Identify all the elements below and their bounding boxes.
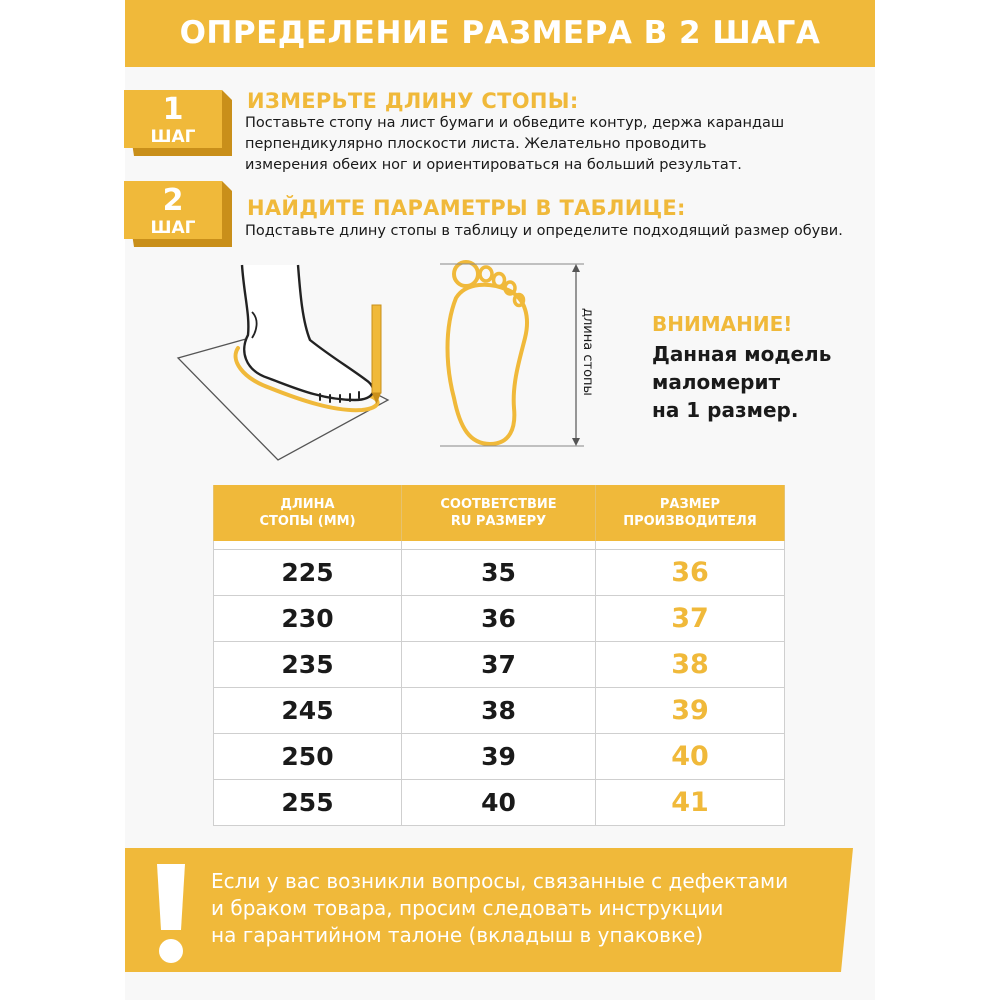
- warranty-line: на гарантийном талоне (вкладыш в упаковке): [211, 923, 704, 947]
- step-2-word: ШАГ: [150, 218, 196, 238]
- cell-maker-size: 36: [596, 550, 785, 596]
- step-1-badge: [124, 90, 232, 156]
- header-ru-size: [402, 485, 596, 541]
- cell-ru-size: 40: [402, 780, 596, 826]
- cell-ru-size: 37: [402, 642, 596, 688]
- cell-foot-length: 245: [214, 688, 402, 734]
- step-1-number: 1: [162, 92, 184, 127]
- cell-ru-size: 39: [402, 734, 596, 780]
- cell-maker-size: 38: [596, 642, 785, 688]
- cell-foot-length: 225: [214, 550, 402, 596]
- cell-ru-size: 36: [402, 596, 596, 642]
- warranty-line: Если у вас возникли вопросы, связанные с дефектами: [211, 869, 789, 893]
- table-row: [214, 688, 785, 734]
- cell-foot-length: 235: [214, 642, 402, 688]
- table-row: [214, 780, 785, 826]
- cell-ru-size: 35: [402, 550, 596, 596]
- cell-foot-length: 230: [214, 596, 402, 642]
- header-line: РАЗМЕР: [659, 497, 721, 512]
- header-maker-size: [596, 485, 785, 541]
- header-line: СТОПЫ (ММ): [259, 514, 356, 529]
- attention-heading: ВНИМАНИЕ!: [652, 312, 793, 336]
- cell-maker-size: 41: [596, 780, 785, 826]
- table-row: [214, 642, 785, 688]
- cell-maker-size: 37: [596, 596, 785, 642]
- table-row: [214, 550, 785, 596]
- table-row: [214, 734, 785, 780]
- warranty-line: и браком товара, просим следовать инструкции: [211, 896, 724, 920]
- header-line: RU РАЗМЕРУ: [450, 514, 547, 529]
- step-1-title: ИЗМЕРЬТЕ ДЛИНУ СТОПЫ:: [247, 89, 579, 113]
- step-2-line: Подставьте длину стопы в таблицу и определите подходящий размер обуви.: [245, 223, 843, 239]
- exclamation-icon: [157, 864, 185, 963]
- step-1-line: измерения обеих ног и ориентироваться на больший результат.: [245, 157, 742, 173]
- cell-maker-size: 39: [596, 688, 785, 734]
- cell-maker-size: 40: [596, 734, 785, 780]
- step-2-badge: [124, 181, 232, 247]
- step-2-title: НАЙДИТЕ ПАРАМЕТРЫ В ТАБЛИЦЕ:: [247, 196, 686, 220]
- attention-line: маломерит: [652, 370, 781, 394]
- attention-line: на 1 размер.: [652, 398, 799, 422]
- header-line: ДЛИНА: [280, 497, 335, 512]
- header-foot-length: [214, 485, 402, 541]
- size-table: [213, 485, 785, 826]
- step-1-line: перпендикулярно плоскости листа. Желательно проводить: [245, 136, 707, 152]
- header-line: СООТВЕТСТВИЕ: [440, 497, 557, 512]
- step-1-word: ШАГ: [150, 127, 196, 147]
- cell-foot-length: 255: [214, 780, 402, 826]
- foot-length-label: длина стопы: [580, 308, 595, 396]
- step-2-number: 2: [162, 183, 184, 218]
- foot-side-illustration: [170, 260, 400, 465]
- warranty-text: [211, 868, 788, 949]
- header-line: ПРОИЗВОДИТЕЛЯ: [623, 514, 757, 529]
- cell-ru-size: 38: [402, 688, 596, 734]
- step-2-text: [245, 221, 843, 242]
- table-row: [214, 596, 785, 642]
- table-spacer: [214, 541, 785, 550]
- page-title: ОПРЕДЕЛЕНИЕ РАЗМЕРА В 2 ШАГА: [179, 15, 821, 51]
- attention-text: [652, 340, 831, 424]
- cell-foot-length: 250: [214, 734, 402, 780]
- step-1-text: [245, 113, 784, 176]
- step-1-line: Поставьте стопу на лист бумаги и обведите контур, держа карандаш: [245, 115, 785, 131]
- footprint-illustration: [430, 258, 610, 453]
- table-header-row: [214, 485, 785, 541]
- attention-line: Данная модель: [652, 342, 832, 366]
